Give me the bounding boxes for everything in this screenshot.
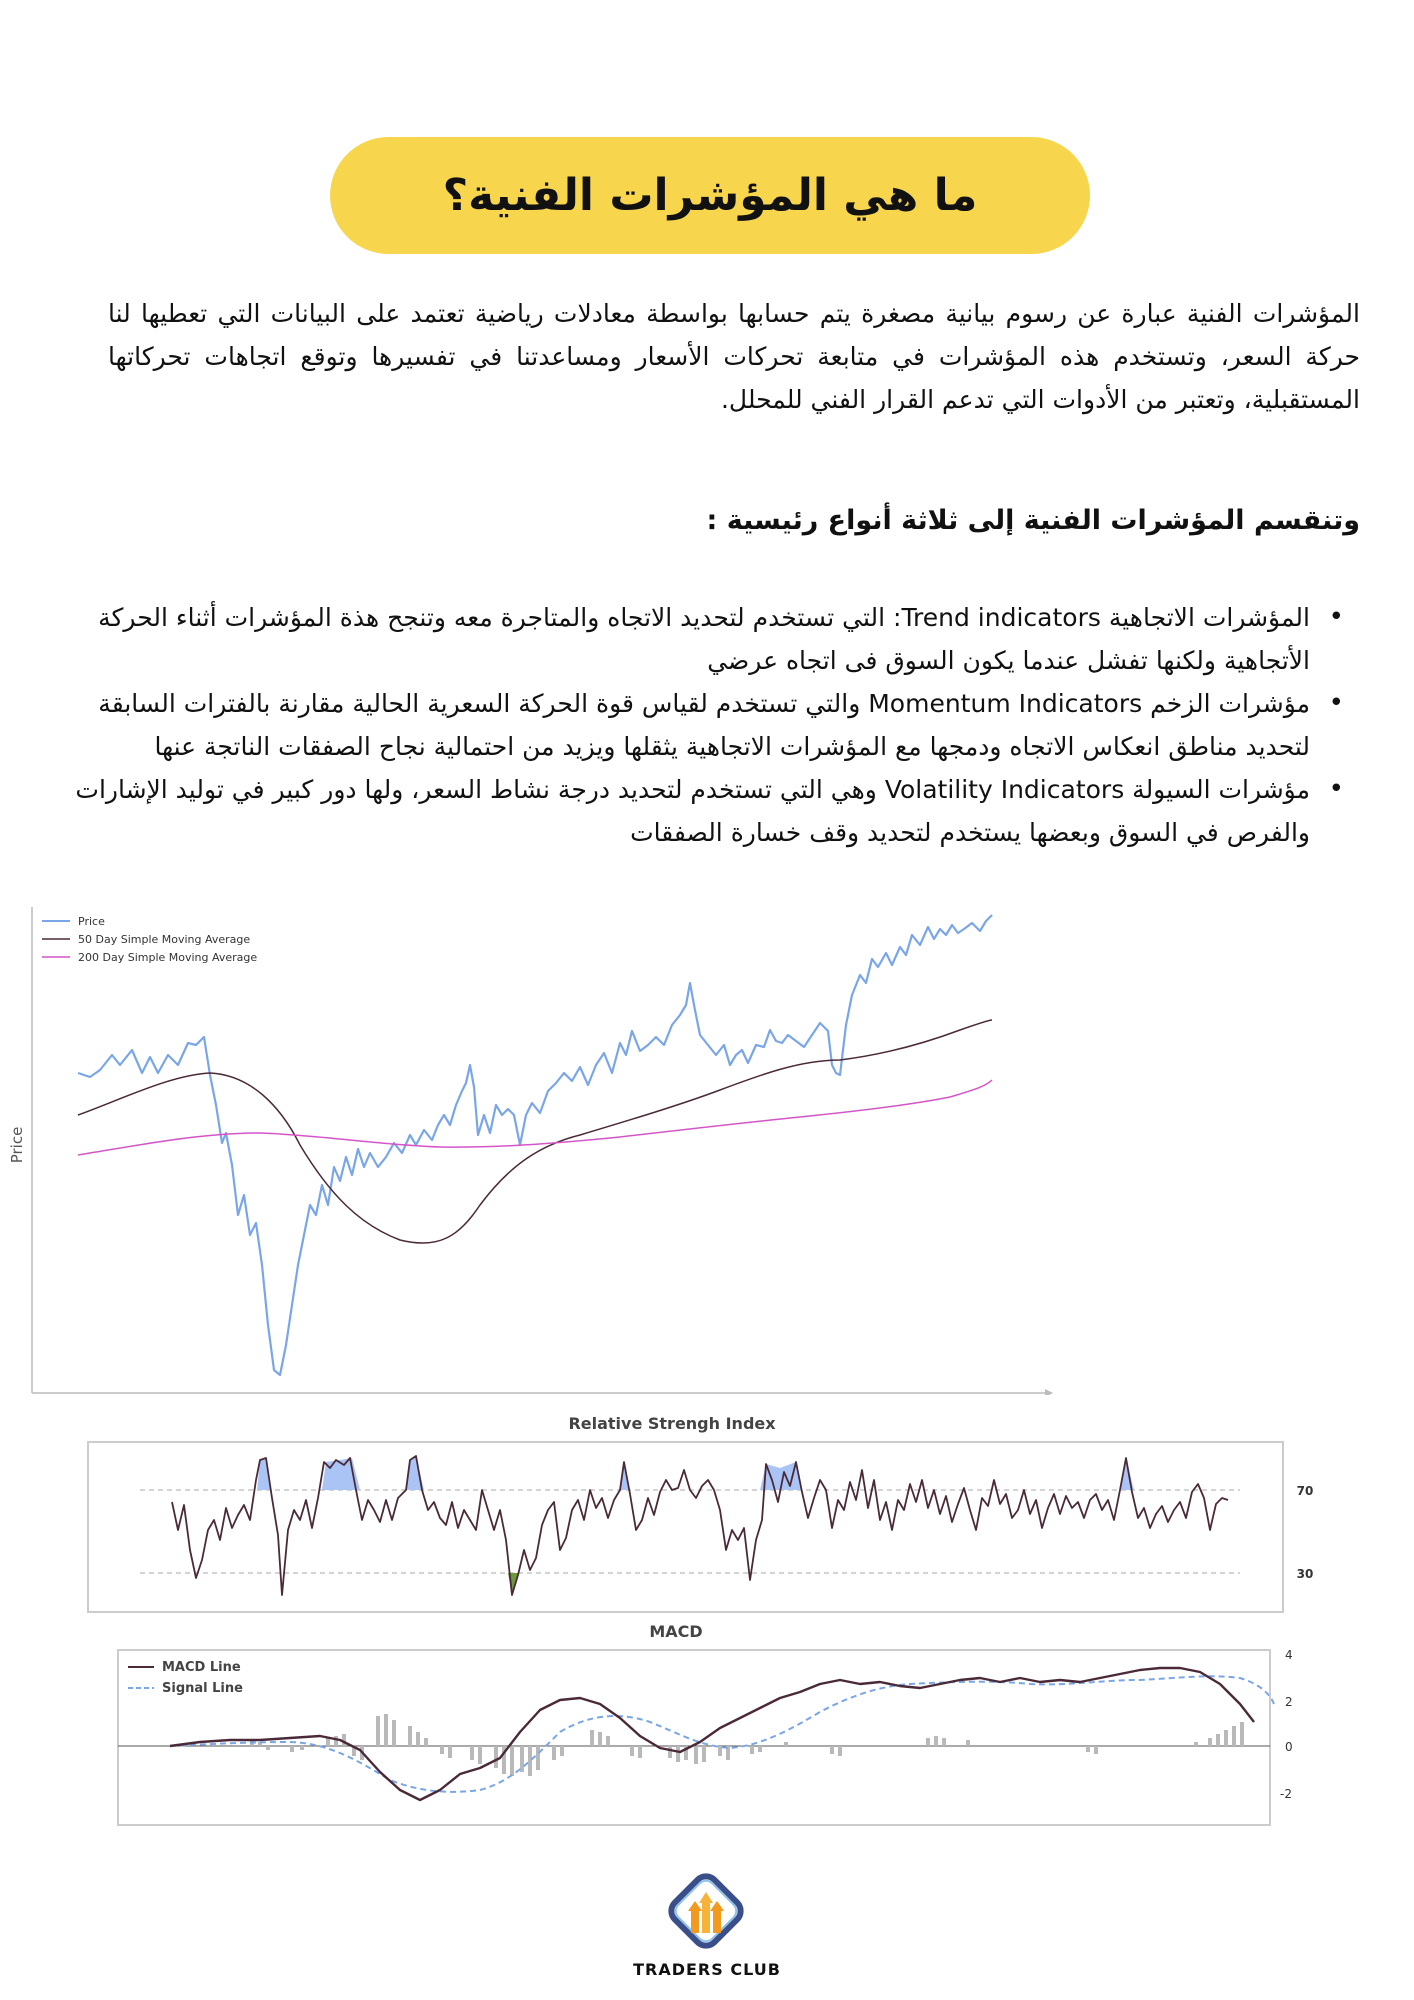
- price-chart: [0, 905, 1060, 1395]
- legend-label: Signal Line: [162, 1681, 243, 1696]
- list-item: • مؤشرات الزخم Momentum Indicators والتي تستخدم لقياس قوة الحركة السعرية الحالية مقارنة بالفترات السابقة لتحديد مناطق انعكاس الاتجاه ودمجها مع المؤشرات الاتجاهية يثقلها ويزيد من احتمالية نجاح الصفقات الناتجة عنها: [70, 682, 1310, 768]
- y-tick-label: 4: [1285, 1648, 1293, 1662]
- section-heading: وتنقسم المؤشرات الفنية إلى ثلاثة أنواع رئيسية :: [706, 505, 1360, 536]
- indicator-types-list: [70, 596, 1348, 854]
- chart-title: MACD: [649, 1622, 703, 1641]
- y-ticks: [1280, 1648, 1293, 1801]
- legend-label: 200 Day Simple Moving Average: [78, 951, 258, 964]
- rsi-chart: [60, 1410, 1320, 1622]
- list-item: • المؤشرات الاتجاهية Trend indicators: التي تستخدم لتحديد الاتجاه والمتاجرة معه وتنجح هذة المؤشرات أثناء الحركة الأتجاهية ولكنها تفشل عندما يكون السوق فى اتجاه عرضي: [70, 596, 1310, 682]
- title-banner: [330, 137, 1090, 254]
- y-tick-label: 70: [1296, 1484, 1314, 1498]
- legend: [42, 915, 257, 964]
- page-title: ما هي المؤشرات الفنية؟: [442, 170, 978, 221]
- y-tick-label: -2: [1280, 1787, 1292, 1801]
- chart-title: Relative Strengh Index: [568, 1414, 776, 1433]
- y-tick-label: 30: [1296, 1567, 1314, 1581]
- x-axis-arrow: [1045, 1389, 1053, 1395]
- brand-name: TRADERS CLUB: [633, 1960, 781, 1979]
- macd-chart: [90, 1622, 1310, 1832]
- price-line: [78, 915, 992, 1375]
- sma200-line: [78, 1080, 992, 1155]
- traders-club-logo: [660, 1865, 752, 1957]
- legend-label: Price: [78, 915, 105, 928]
- legend-label: 50 Day Simple Moving Average: [78, 933, 251, 946]
- legend-label: MACD Line: [162, 1660, 241, 1675]
- list-item: • مؤشرات السيولة Volatility Indicators وهي التي تستخدم لتحديد درجة نشاط السعر، ولها دور كبير في توليد الإشارات والفرص في السوق وبعضها يستخدم لتحديد وقف خسارة الصفقات: [70, 768, 1310, 854]
- sma50-line: [78, 1020, 992, 1243]
- y-tick-label: 0: [1285, 1740, 1293, 1754]
- y-tick-label: 2: [1285, 1695, 1293, 1709]
- intro-paragraph: المؤشرات الفنية عبارة عن رسوم بيانية مصغرة يتم حسابها بواسطة معادلات رياضية تعتمد على البيانات التي تعطيها لنا حركة السعر، وتستخدم هذه المؤشرات في متابعة تحركات الأسعار ومساعدتنا في تفسيرها وتوقع اتجاهات تحركاتها المستقبلية، وتعتبر من الأدوات التي تدعم القرار الفني للمحلل.: [108, 299, 1360, 414]
- y-axis-label: Price: [8, 1126, 26, 1164]
